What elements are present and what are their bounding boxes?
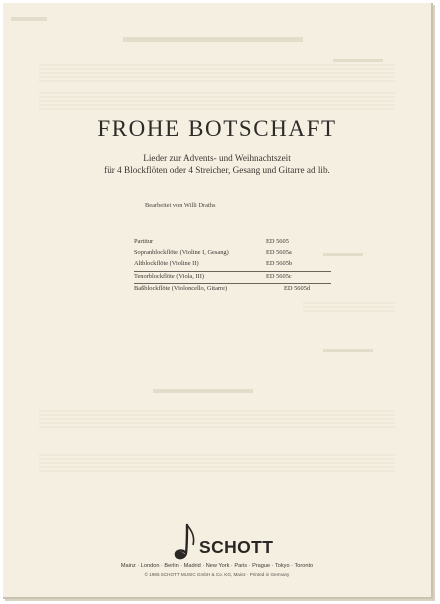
edition-part: Altblockflöte (Violine II)	[134, 260, 199, 268]
edition-row-tenor	[134, 271, 331, 284]
copyright-line: © 1965 SCHOTT MUSIC GmbH & Co. KG, Mainz · Printed in Germany	[144, 572, 290, 577]
publisher-logo	[173, 523, 283, 563]
edition-row-alto	[134, 259, 331, 270]
subtitle-line-1: Lieder zur Advents- und Weihnachtszeit	[143, 153, 291, 163]
publisher-cities: Mainz · London · Berlin · Madrid · New York · Paris · Prague · Tokyo · Toronto	[120, 563, 314, 569]
arranger-credit: Bearbeitet von Willi Draths	[145, 202, 216, 209]
edition-row-bass	[134, 284, 331, 295]
edition-number: ED 5605a	[266, 249, 292, 257]
edition-number: ED 5605d	[284, 284, 311, 292]
edition-number: ED 5605	[266, 238, 289, 245]
edition-part: Baßblockflöte (Violoncello, Gitarre)	[134, 284, 228, 292]
publisher-name: SCHOTT	[199, 537, 274, 557]
edition-row-soprano	[134, 248, 331, 259]
subtitle-line-2: für 4 Blockflöten oder 4 Streicher, Gesang und Gitarre ad lib.	[104, 165, 330, 175]
page-title: FROHE BOTSCHAFT	[97, 116, 337, 141]
edition-number: ED 5605b	[266, 260, 293, 268]
edition-row-score	[134, 237, 331, 248]
edition-part: Tenorblockflöte (Viola, III)	[134, 272, 204, 280]
title-page	[3, 3, 433, 599]
harp-logo-icon	[173, 523, 199, 561]
edition-part: Sopranblockflöte (Violine I, Gesang)	[134, 249, 229, 257]
edition-number: ED 5605c	[266, 272, 292, 280]
edition-list	[134, 237, 331, 295]
edition-part: Partitur	[134, 238, 154, 245]
show-through-notation	[3, 3, 431, 597]
